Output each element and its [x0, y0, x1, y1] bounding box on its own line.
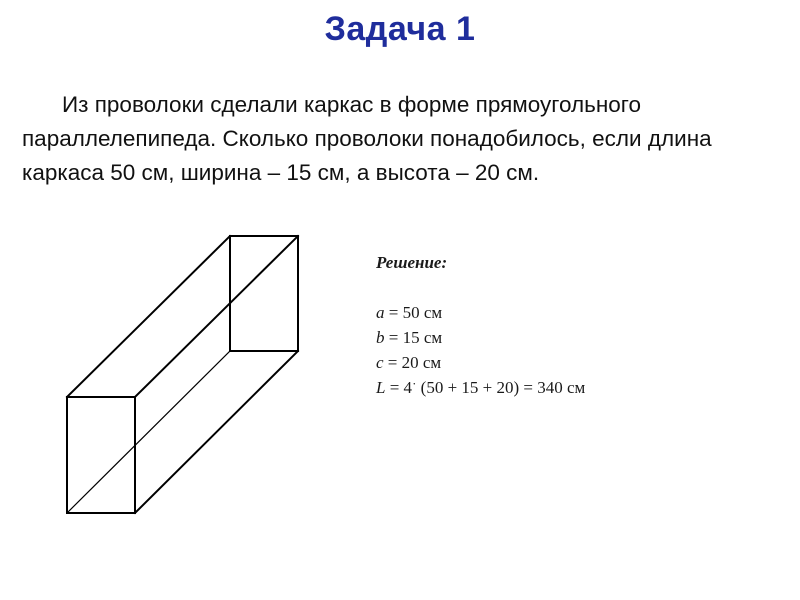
multiplication-dot: ·: [412, 376, 417, 391]
edge-top-left: [67, 236, 230, 397]
edge-bottom-right: [135, 351, 298, 513]
value-a: = 50 см: [384, 303, 443, 322]
solution-line-c: [376, 350, 585, 375]
var-a: a: [376, 303, 385, 322]
solution-block: [376, 250, 585, 401]
solution-line-l: [376, 375, 585, 401]
formula-prefix: = 4: [385, 378, 413, 397]
var-l: L: [376, 378, 386, 397]
problem-text: Из проволоки сделали каркас в форме прямоугольного параллелепипеда. Сколько проволоки понадобилось, если длина каркаса 50 см, ширина – 15 см, а высота – 20 см.: [22, 92, 712, 185]
edge-bottom-left-hidden: [67, 351, 230, 513]
solution-line-b: [376, 325, 585, 350]
solution-heading: Решение:: [376, 253, 448, 272]
value-c: = 20 см: [383, 353, 442, 372]
var-c: c: [376, 353, 384, 372]
problem-statement: [22, 88, 782, 190]
formula-result: (50 + 15 + 20) = 340 см: [416, 378, 586, 397]
slide-title: Задача 1: [324, 10, 476, 48]
solution-line-a: [376, 300, 585, 325]
edge-top-right: [135, 236, 298, 397]
value-b: = 15 см: [384, 328, 443, 347]
parallelepiped-figure: [40, 220, 320, 530]
var-b: b: [376, 328, 385, 347]
